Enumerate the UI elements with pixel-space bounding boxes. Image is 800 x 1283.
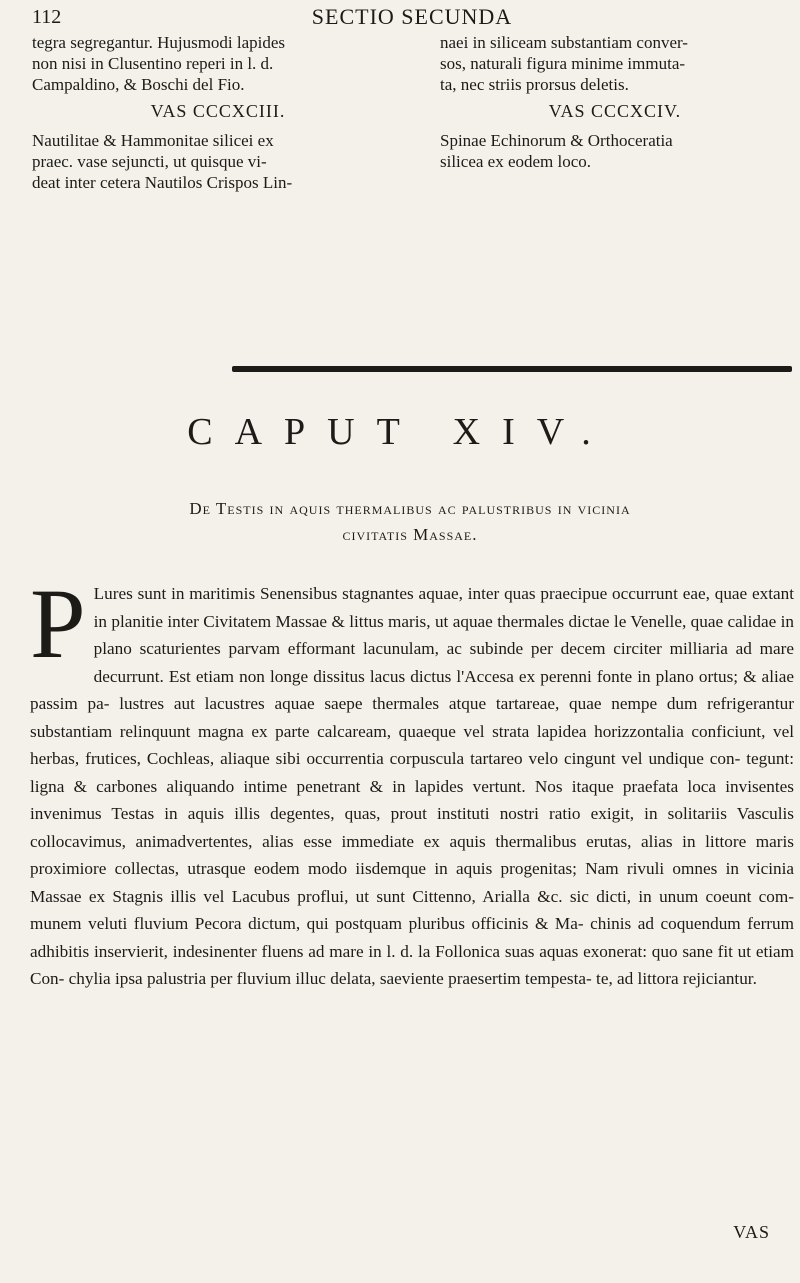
- right-p1-line-3: ta, nec striis prorsus deletis.: [440, 75, 629, 94]
- left-p1-line-2: non nisi in Clusentino reperi in l. d.: [32, 54, 274, 73]
- right-p1-line-2: sos, naturali figura minime immuta-: [440, 54, 686, 73]
- right-paragraph-1: [440, 32, 790, 95]
- left-paragraph-1: [32, 32, 404, 95]
- chapter-divider-rule: [232, 366, 792, 372]
- right-p1-line-1: naei in siliceam substantiam conver-: [440, 33, 688, 52]
- chapter-subtitle: [30, 496, 790, 548]
- running-title: SECTIO SECUNDA: [311, 4, 513, 29]
- left-p1-line-3: Campaldino, & Boschi del Fio.: [32, 75, 245, 94]
- right-column: [440, 32, 790, 172]
- catchword: VAS: [733, 1222, 770, 1242]
- left-paragraph-2: [32, 130, 404, 193]
- vas-heading-cccxciv: VAS CCCXCIV.: [548, 101, 682, 121]
- chapter-body-text: Lures sunt in maritimis Senensibus stagnantes aquae, inter quas praecipue occurrunt eae, quae extant in planitie inter Civitatem Massae & littus maris, ut aquae thermales dictae le Venelle, quae calidae in plano scaturientes parvam efformant lacunulam, ac subinde per decem circiter milliaria ad mare decurrunt. Est etiam non longe dissitus lacus dictus l'Accesa ex perenni fonte in plano ortus; & aliae passim pa- lustres aut lacustres aquae saepe thermales atque tartareae, quae nempe dum refrigerantur substantiam relinquunt magna ex parte calcaream, quaeque vel strata lapidea horizzontalia conficiunt, vel herbas, frutices, Cochleas, aliaque sibi occurrentia corpuscula tartareo velo cingunt vel undique con- tegunt: ligna & carbones aliquando intime penetrant & in lapides vertunt. Nos itaque praefata loca invisentes invenimus Testas in aquis illis degentes, quas, prout instituti nostri ratio exigit, in solitariis Vasculis collocavimus, animadvertentes, alias esse immediate ex aquis thermalibus erutas, alias in littore maris proximiore collectas, utrasque eodem modo iisdemque in aquis progenitas; Nam rivuli omnes in vicinia Massae ex Stagnis illis vel Lacubus proflui, ut sunt Cittenno, Arialla &c. sic dicti, in unum coeunt com- munem veluti fluvium Pecora dictum, qui postquam pluribus officinis & Ma- chinis ad coquendum ferrum adhibitis inservierit, indesinenter fluens ad mare in l. d. la Follonica suas aquas exonerat: quo sane fit ut etiam Con- chylia ipsa palustria per fluvium illuc delata, saeviente praesertim tempesta- te, ad littora rejiciantur.: [30, 584, 794, 988]
- right-p2-line-1: Spinae Echinorum & Orthoceratia: [440, 131, 673, 150]
- drop-cap-initial: P: [30, 568, 86, 679]
- vas-heading-cccxciii: VAS CCCXCIII.: [150, 101, 286, 121]
- chapter-subtitle-line-1: De Testis in aquis thermalibus ac palustribus in vicinia: [189, 499, 631, 518]
- left-column: [32, 32, 404, 193]
- page-number: 112: [32, 6, 62, 28]
- running-head: [32, 4, 792, 32]
- left-p1-line-1: tegra segregantur. Hujusmodi lapides: [32, 33, 286, 52]
- chapter-body: [30, 568, 794, 993]
- left-p2-line-2: praec. vase sejuncti, ut quisque vi-: [32, 152, 267, 171]
- left-p2-line-1: Nautilitae & Hammonitae silicei ex: [32, 131, 274, 150]
- chapter-title: CAPUT XIV.: [187, 411, 613, 453]
- left-p2-line-3: deat inter cetera Nautilos Crispos Lin-: [32, 173, 293, 192]
- right-p2-line-2: silicea ex eodem loco.: [440, 152, 592, 171]
- right-paragraph-2: [440, 130, 790, 172]
- chapter-subtitle-line-2: civitatis Massae.: [342, 525, 478, 544]
